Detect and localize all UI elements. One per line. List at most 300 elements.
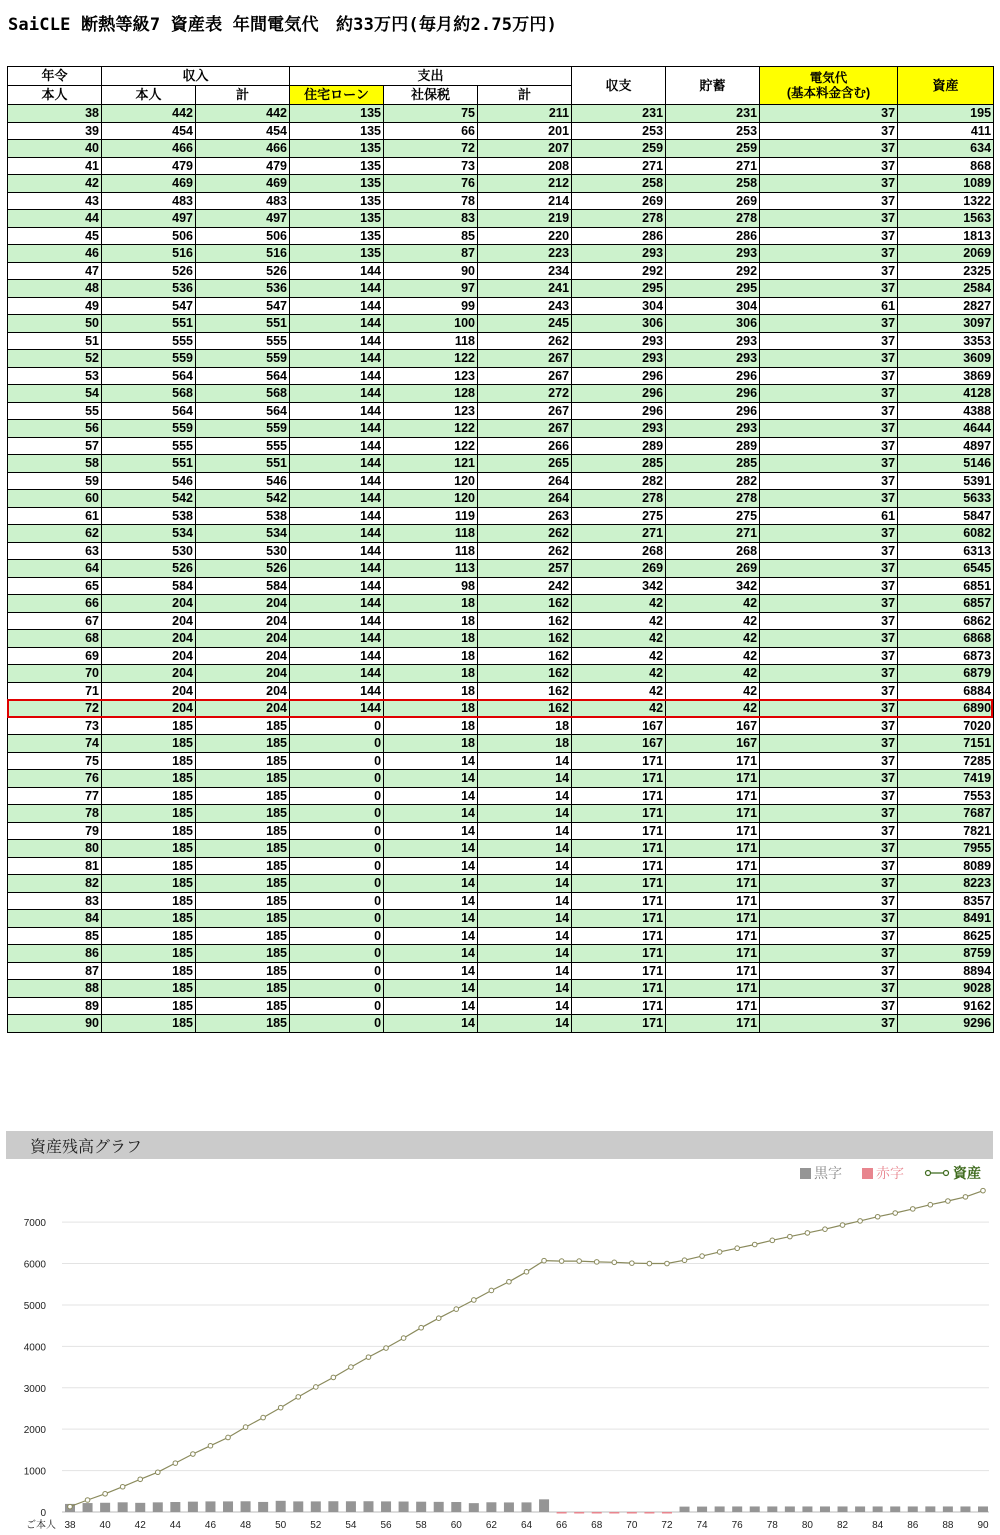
cell-income-total: 185 bbox=[196, 717, 290, 735]
table-row bbox=[8, 700, 994, 718]
cell-electricity: 37 bbox=[760, 350, 898, 368]
cell-income-self: 185 bbox=[102, 875, 196, 893]
table-row bbox=[8, 770, 994, 788]
cell-social-tax: 72 bbox=[384, 140, 478, 158]
asset-point bbox=[366, 1355, 371, 1360]
cell-housing-loan: 144 bbox=[290, 472, 384, 490]
cell-age: 62 bbox=[8, 525, 102, 543]
cell-balance: 171 bbox=[572, 962, 666, 980]
cell-income-total: 584 bbox=[196, 577, 290, 595]
cell-expense-total: 162 bbox=[478, 595, 572, 613]
cell-electricity: 37 bbox=[760, 700, 898, 718]
cell-income-total: 559 bbox=[196, 420, 290, 438]
cell-assets: 4128 bbox=[898, 385, 994, 403]
cell-income-total: 454 bbox=[196, 122, 290, 140]
cell-balance: 304 bbox=[572, 297, 666, 315]
cell-assets: 8491 bbox=[898, 910, 994, 928]
cell-income-total: 530 bbox=[196, 542, 290, 560]
cell-income-total: 546 bbox=[196, 472, 290, 490]
cell-balance: 285 bbox=[572, 455, 666, 473]
cell-housing-loan: 144 bbox=[290, 437, 384, 455]
cell-savings: 171 bbox=[666, 875, 760, 893]
cell-income-self: 538 bbox=[102, 507, 196, 525]
bar-surplus bbox=[83, 1503, 93, 1512]
bar-surplus bbox=[205, 1501, 215, 1512]
cell-assets: 6890 bbox=[898, 700, 994, 718]
cell-savings: 171 bbox=[666, 927, 760, 945]
cell-expense-total: 14 bbox=[478, 980, 572, 998]
bar-surplus bbox=[504, 1502, 514, 1512]
x-tick-label: 38 bbox=[64, 1520, 76, 1531]
cell-expense-total: 243 bbox=[478, 297, 572, 315]
bar-surplus bbox=[732, 1506, 742, 1512]
table-row bbox=[8, 945, 994, 963]
cell-income-total: 551 bbox=[196, 455, 290, 473]
cell-savings: 293 bbox=[666, 350, 760, 368]
cell-income-total: 551 bbox=[196, 315, 290, 333]
cell-housing-loan: 0 bbox=[290, 787, 384, 805]
cell-savings: 42 bbox=[666, 665, 760, 683]
x-tick-label: 54 bbox=[345, 1520, 357, 1531]
cell-expense-total: 267 bbox=[478, 350, 572, 368]
cell-expense-total: 219 bbox=[478, 210, 572, 228]
cell-age: 61 bbox=[8, 507, 102, 525]
cell-savings: 42 bbox=[666, 647, 760, 665]
cell-income-self: 185 bbox=[102, 805, 196, 823]
cell-housing-loan: 144 bbox=[290, 700, 384, 718]
cell-social-tax: 73 bbox=[384, 157, 478, 175]
asset-point bbox=[928, 1202, 933, 1207]
cell-electricity: 37 bbox=[760, 455, 898, 473]
cell-housing-loan: 144 bbox=[290, 280, 384, 298]
y-tick-label: 7000 bbox=[23, 1218, 46, 1230]
cell-electricity: 37 bbox=[760, 735, 898, 753]
legend-label-red: 赤字 bbox=[876, 1166, 904, 1182]
cell-income-total: 542 bbox=[196, 490, 290, 508]
bar-deficit bbox=[557, 1512, 567, 1514]
cell-income-total: 185 bbox=[196, 805, 290, 823]
cell-electricity: 37 bbox=[760, 385, 898, 403]
asset-point bbox=[261, 1415, 266, 1420]
cell-social-tax: 122 bbox=[384, 437, 478, 455]
cell-income-self: 564 bbox=[102, 367, 196, 385]
cell-assets: 6082 bbox=[898, 525, 994, 543]
cell-expense-total: 267 bbox=[478, 402, 572, 420]
x-tick-label: 64 bbox=[520, 1520, 533, 1531]
cell-age: 83 bbox=[8, 892, 102, 910]
cell-age: 50 bbox=[8, 315, 102, 333]
cell-social-tax: 18 bbox=[384, 595, 478, 613]
cell-social-tax: 87 bbox=[384, 245, 478, 263]
cell-balance: 271 bbox=[572, 157, 666, 175]
y-tick-label: 4000 bbox=[23, 1342, 46, 1354]
cell-electricity: 37 bbox=[760, 262, 898, 280]
bar-surplus bbox=[750, 1506, 760, 1512]
cell-age: 38 bbox=[8, 105, 102, 123]
cell-income-total: 185 bbox=[196, 945, 290, 963]
table-row bbox=[8, 245, 994, 263]
table-row bbox=[8, 402, 994, 420]
cell-housing-loan: 135 bbox=[290, 192, 384, 210]
cell-balance: 293 bbox=[572, 350, 666, 368]
cell-income-total: 204 bbox=[196, 612, 290, 630]
asset-point bbox=[946, 1199, 951, 1204]
bar-surplus bbox=[680, 1507, 690, 1512]
cell-savings: 171 bbox=[666, 980, 760, 998]
header-age-self: 本人 bbox=[8, 86, 102, 105]
cell-age: 82 bbox=[8, 875, 102, 893]
cell-expense-total: 267 bbox=[478, 367, 572, 385]
cell-balance: 171 bbox=[572, 892, 666, 910]
bar-deficit bbox=[662, 1512, 672, 1514]
cell-expense-total: 162 bbox=[478, 630, 572, 648]
cell-housing-loan: 144 bbox=[290, 420, 384, 438]
cell-electricity: 61 bbox=[760, 297, 898, 315]
cell-age: 73 bbox=[8, 717, 102, 735]
table-row bbox=[8, 280, 994, 298]
cell-assets: 1813 bbox=[898, 227, 994, 245]
bar-surplus bbox=[363, 1501, 373, 1512]
cell-age: 57 bbox=[8, 437, 102, 455]
cell-assets: 195 bbox=[898, 105, 994, 123]
cell-age: 71 bbox=[8, 682, 102, 700]
table-row bbox=[8, 157, 994, 175]
cell-expense-total: 212 bbox=[478, 175, 572, 193]
cell-electricity: 37 bbox=[760, 157, 898, 175]
cell-income-self: 568 bbox=[102, 385, 196, 403]
cell-income-total: 185 bbox=[196, 822, 290, 840]
cell-age: 64 bbox=[8, 560, 102, 578]
asset-point bbox=[120, 1484, 125, 1489]
cell-social-tax: 90 bbox=[384, 262, 478, 280]
table-row bbox=[8, 525, 994, 543]
cell-income-total: 185 bbox=[196, 910, 290, 928]
cell-housing-loan: 144 bbox=[290, 385, 384, 403]
asset-point bbox=[384, 1346, 389, 1351]
cell-income-self: 185 bbox=[102, 962, 196, 980]
asset-point bbox=[788, 1234, 793, 1239]
asset-point bbox=[472, 1298, 477, 1303]
bar-surplus bbox=[170, 1502, 180, 1512]
cell-age: 79 bbox=[8, 822, 102, 840]
cell-electricity: 37 bbox=[760, 472, 898, 490]
table-row bbox=[8, 857, 994, 875]
x-tick-label: 70 bbox=[626, 1520, 638, 1531]
x-tick-label: 82 bbox=[836, 1520, 849, 1531]
x-tick-label: 78 bbox=[766, 1520, 778, 1531]
cell-balance: 293 bbox=[572, 420, 666, 438]
cell-balance: 293 bbox=[572, 332, 666, 350]
table-row bbox=[8, 455, 994, 473]
cell-balance: 259 bbox=[572, 140, 666, 158]
x-tick-label: 56 bbox=[380, 1520, 392, 1531]
cell-savings: 292 bbox=[666, 262, 760, 280]
cell-income-self: 185 bbox=[102, 770, 196, 788]
table-row bbox=[8, 122, 994, 140]
cell-income-self: 466 bbox=[102, 140, 196, 158]
cell-expense-total: 242 bbox=[478, 577, 572, 595]
cell-electricity: 37 bbox=[760, 437, 898, 455]
cell-expense-total: 14 bbox=[478, 962, 572, 980]
cell-expense-total: 208 bbox=[478, 157, 572, 175]
cell-expense-total: 201 bbox=[478, 122, 572, 140]
cell-balance: 42 bbox=[572, 630, 666, 648]
cell-balance: 42 bbox=[572, 595, 666, 613]
cell-assets: 1563 bbox=[898, 210, 994, 228]
cell-electricity: 37 bbox=[760, 420, 898, 438]
x-tick-label: 46 bbox=[204, 1520, 217, 1531]
cell-social-tax: 122 bbox=[384, 420, 478, 438]
cell-savings: 278 bbox=[666, 490, 760, 508]
cell-income-total: 185 bbox=[196, 892, 290, 910]
cell-balance: 167 bbox=[572, 735, 666, 753]
cell-assets: 1089 bbox=[898, 175, 994, 193]
table-row bbox=[8, 297, 994, 315]
table-row bbox=[8, 595, 994, 613]
x-tick-label: 48 bbox=[240, 1520, 252, 1531]
cell-savings: 293 bbox=[666, 420, 760, 438]
cell-electricity: 37 bbox=[760, 192, 898, 210]
asset-point bbox=[805, 1231, 810, 1236]
table-row bbox=[8, 560, 994, 578]
cell-balance: 171 bbox=[572, 980, 666, 998]
asset-point bbox=[155, 1470, 160, 1475]
asset-point bbox=[594, 1260, 599, 1265]
cell-savings: 171 bbox=[666, 752, 760, 770]
cell-expense-total: 272 bbox=[478, 385, 572, 403]
x-tick-label: 74 bbox=[696, 1520, 708, 1531]
cell-social-tax: 14 bbox=[384, 997, 478, 1015]
cell-housing-loan: 0 bbox=[290, 927, 384, 945]
cell-income-self: 185 bbox=[102, 1015, 196, 1033]
cell-housing-loan: 0 bbox=[290, 752, 384, 770]
cell-assets: 6851 bbox=[898, 577, 994, 595]
cell-savings: 167 bbox=[666, 717, 760, 735]
cell-assets: 6545 bbox=[898, 560, 994, 578]
cell-assets: 7151 bbox=[898, 735, 994, 753]
x-tick-label: 44 bbox=[169, 1520, 181, 1531]
asset-point bbox=[173, 1461, 178, 1466]
cell-housing-loan: 144 bbox=[290, 665, 384, 683]
asset-point bbox=[665, 1261, 670, 1266]
cell-age: 72 bbox=[8, 700, 102, 718]
cell-income-total: 466 bbox=[196, 140, 290, 158]
bar-surplus bbox=[855, 1506, 865, 1512]
cell-income-self: 536 bbox=[102, 280, 196, 298]
header-income-self: 本人 bbox=[102, 86, 196, 105]
asset-point bbox=[85, 1498, 90, 1503]
bar-surplus bbox=[276, 1501, 286, 1512]
cell-income-total: 526 bbox=[196, 560, 290, 578]
cell-income-total: 204 bbox=[196, 595, 290, 613]
cell-savings: 269 bbox=[666, 560, 760, 578]
cell-assets: 9296 bbox=[898, 1015, 994, 1033]
cell-social-tax: 18 bbox=[384, 682, 478, 700]
cell-income-self: 185 bbox=[102, 945, 196, 963]
cell-income-total: 479 bbox=[196, 157, 290, 175]
table-row bbox=[8, 805, 994, 823]
cell-savings: 275 bbox=[666, 507, 760, 525]
asset-point bbox=[489, 1288, 494, 1293]
header-age: 年令 bbox=[8, 67, 102, 86]
bar-surplus bbox=[381, 1501, 391, 1512]
cell-assets: 6313 bbox=[898, 542, 994, 560]
cell-income-self: 204 bbox=[102, 665, 196, 683]
cell-expense-total: 241 bbox=[478, 280, 572, 298]
cell-social-tax: 128 bbox=[384, 385, 478, 403]
cell-age: 52 bbox=[8, 350, 102, 368]
cell-social-tax: 14 bbox=[384, 840, 478, 858]
cell-electricity: 37 bbox=[760, 910, 898, 928]
x-tick-label: 50 bbox=[275, 1520, 287, 1531]
cell-income-total: 555 bbox=[196, 332, 290, 350]
cell-income-self: 185 bbox=[102, 840, 196, 858]
cell-balance: 289 bbox=[572, 437, 666, 455]
y-tick-label: 0 bbox=[40, 1508, 46, 1519]
x-tick-label: 84 bbox=[872, 1520, 884, 1531]
cell-income-total: 185 bbox=[196, 770, 290, 788]
bar-surplus bbox=[908, 1506, 918, 1512]
cell-expense-total: 264 bbox=[478, 472, 572, 490]
cell-savings: 171 bbox=[666, 787, 760, 805]
bar-deficit bbox=[592, 1512, 602, 1514]
asset-point bbox=[559, 1259, 564, 1264]
x-tick-label: 88 bbox=[942, 1520, 954, 1531]
cell-expense-total: 18 bbox=[478, 717, 572, 735]
cell-housing-loan: 144 bbox=[290, 367, 384, 385]
table-row bbox=[8, 1015, 994, 1033]
bar-surplus bbox=[434, 1502, 444, 1512]
cell-social-tax: 14 bbox=[384, 910, 478, 928]
cell-housing-loan: 135 bbox=[290, 175, 384, 193]
cell-income-self: 526 bbox=[102, 262, 196, 280]
cell-savings: 167 bbox=[666, 735, 760, 753]
cell-assets: 3609 bbox=[898, 350, 994, 368]
cell-age: 75 bbox=[8, 752, 102, 770]
asset-point bbox=[612, 1260, 617, 1265]
x-tick-label: 72 bbox=[661, 1520, 673, 1531]
cell-social-tax: 120 bbox=[384, 472, 478, 490]
bar-surplus bbox=[785, 1506, 795, 1512]
cell-electricity: 37 bbox=[760, 210, 898, 228]
cell-electricity: 37 bbox=[760, 612, 898, 630]
cell-income-self: 185 bbox=[102, 787, 196, 805]
cell-electricity: 37 bbox=[760, 542, 898, 560]
cell-age: 88 bbox=[8, 980, 102, 998]
cell-expense-total: 267 bbox=[478, 420, 572, 438]
cell-electricity: 37 bbox=[760, 822, 898, 840]
cell-income-self: 185 bbox=[102, 717, 196, 735]
cell-housing-loan: 135 bbox=[290, 245, 384, 263]
asset-point bbox=[963, 1195, 968, 1200]
x-tick-label: 40 bbox=[99, 1520, 111, 1531]
bar-surplus bbox=[399, 1502, 409, 1512]
cell-assets: 7020 bbox=[898, 717, 994, 735]
cell-income-self: 185 bbox=[102, 980, 196, 998]
table-row bbox=[8, 735, 994, 753]
cell-social-tax: 18 bbox=[384, 612, 478, 630]
cell-assets: 6884 bbox=[898, 682, 994, 700]
cell-electricity: 37 bbox=[760, 140, 898, 158]
cell-assets: 4644 bbox=[898, 420, 994, 438]
cell-income-total: 547 bbox=[196, 297, 290, 315]
table-row bbox=[8, 192, 994, 210]
x-tick-label: 86 bbox=[907, 1520, 919, 1531]
asset-point bbox=[910, 1207, 915, 1212]
bar-surplus bbox=[943, 1506, 953, 1512]
table-row bbox=[8, 647, 994, 665]
cell-assets: 8759 bbox=[898, 945, 994, 963]
cell-balance: 269 bbox=[572, 560, 666, 578]
cell-assets: 2827 bbox=[898, 297, 994, 315]
cell-housing-loan: 0 bbox=[290, 717, 384, 735]
cell-balance: 171 bbox=[572, 770, 666, 788]
bar-surplus bbox=[838, 1506, 848, 1512]
cell-assets: 4388 bbox=[898, 402, 994, 420]
bar-surplus bbox=[135, 1503, 145, 1512]
cell-income-total: 568 bbox=[196, 385, 290, 403]
cell-electricity: 37 bbox=[760, 630, 898, 648]
cell-balance: 271 bbox=[572, 525, 666, 543]
cell-electricity: 37 bbox=[760, 367, 898, 385]
cell-balance: 258 bbox=[572, 175, 666, 193]
header-savings: 貯蓄 bbox=[666, 67, 760, 105]
cell-income-total: 506 bbox=[196, 227, 290, 245]
cell-income-total: 442 bbox=[196, 105, 290, 123]
bar-surplus bbox=[522, 1502, 532, 1512]
asset-line bbox=[70, 1191, 983, 1507]
cell-savings: 171 bbox=[666, 805, 760, 823]
asset-point bbox=[858, 1219, 863, 1224]
cell-age: 44 bbox=[8, 210, 102, 228]
asset-point bbox=[682, 1258, 687, 1263]
asset-point bbox=[191, 1452, 196, 1457]
bar-surplus bbox=[293, 1501, 303, 1512]
cell-assets: 4897 bbox=[898, 437, 994, 455]
cell-income-self: 551 bbox=[102, 315, 196, 333]
table-body bbox=[8, 105, 994, 1033]
chart-plot bbox=[6, 1131, 993, 1535]
cell-assets: 5146 bbox=[898, 455, 994, 473]
cell-social-tax: 120 bbox=[384, 490, 478, 508]
bar-surplus bbox=[100, 1503, 110, 1512]
cell-balance: 42 bbox=[572, 682, 666, 700]
cell-expense-total: 162 bbox=[478, 612, 572, 630]
cell-income-self: 185 bbox=[102, 857, 196, 875]
cell-housing-loan: 144 bbox=[290, 315, 384, 333]
cell-electricity: 37 bbox=[760, 647, 898, 665]
asset-point bbox=[507, 1279, 512, 1284]
bar-surplus bbox=[311, 1501, 321, 1512]
cell-electricity: 37 bbox=[760, 595, 898, 613]
cell-housing-loan: 144 bbox=[290, 350, 384, 368]
cell-social-tax: 99 bbox=[384, 297, 478, 315]
cell-savings: 171 bbox=[666, 945, 760, 963]
cell-savings: 171 bbox=[666, 892, 760, 910]
cell-housing-loan: 0 bbox=[290, 962, 384, 980]
cell-income-self: 559 bbox=[102, 420, 196, 438]
cell-age: 42 bbox=[8, 175, 102, 193]
cell-balance: 42 bbox=[572, 647, 666, 665]
cell-income-self: 185 bbox=[102, 752, 196, 770]
cell-electricity: 37 bbox=[760, 787, 898, 805]
cell-expense-total: 263 bbox=[478, 507, 572, 525]
asset-point bbox=[454, 1307, 459, 1312]
x-tick-label: 80 bbox=[801, 1520, 813, 1531]
table-row bbox=[8, 892, 994, 910]
cell-assets: 7285 bbox=[898, 752, 994, 770]
cell-social-tax: 76 bbox=[384, 175, 478, 193]
